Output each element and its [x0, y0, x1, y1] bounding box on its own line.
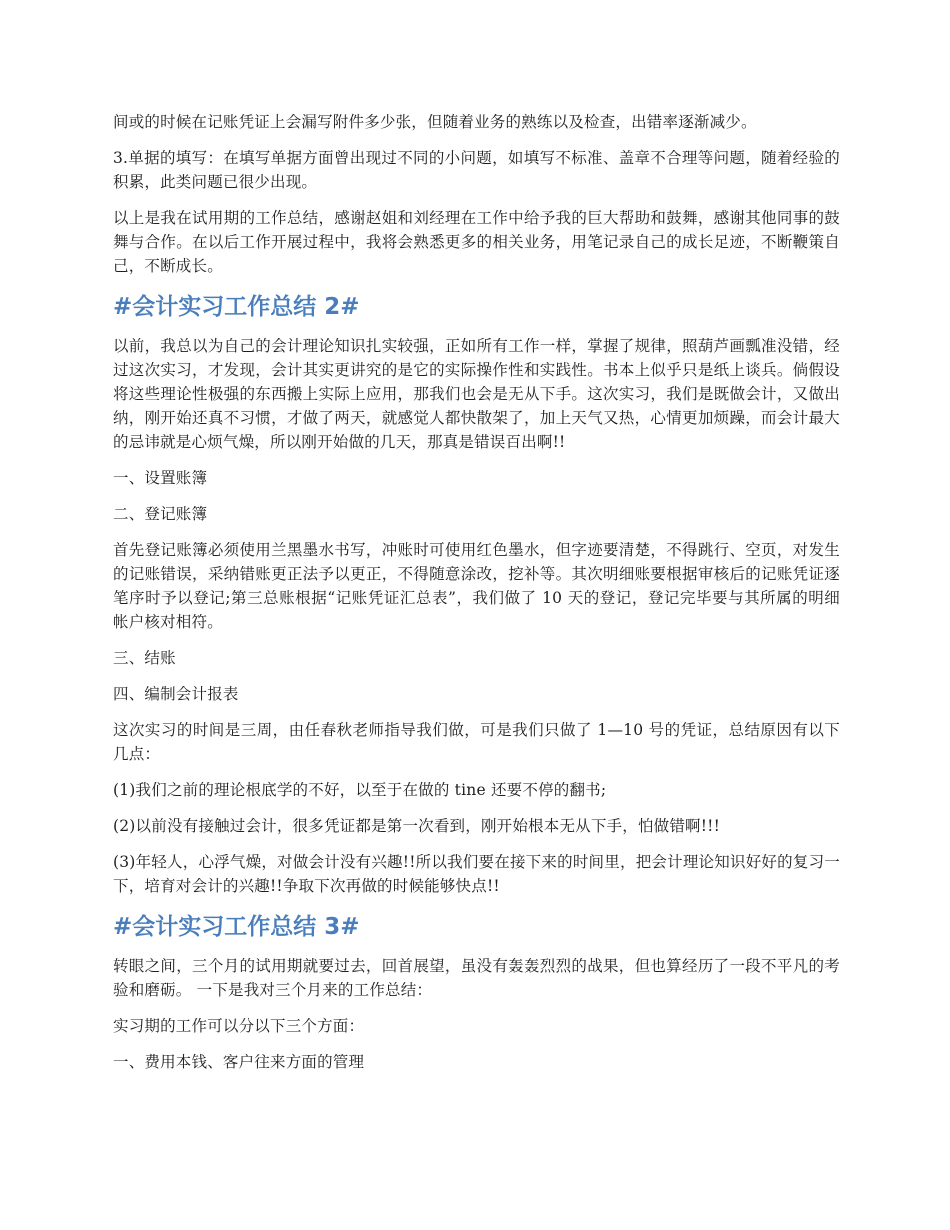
list-item: 三、结账: [113, 649, 176, 667]
list-item: (2)以前没有接触过会计，很多凭证都是第一次看到，刚开始根本无从下手，怕做错啊!!!: [113, 817, 721, 835]
section-heading: #会计实习工作总结 3#: [113, 914, 360, 940]
list-item: (3)年轻人，心浮气燥，对做会计没有兴趣!!所以我们要在接下来的时间里，把会计理论知识好好的复习一下，培育对会计的兴趣!!争取下次再做的时候能够快点!!: [113, 853, 840, 895]
list-item: 一、设置账簿: [113, 469, 208, 487]
paragraph: 转眼之间，三个月的试用期就要过去，回首展望，虽没有轰轰烈烈的战果，但也算经历了一段不平凡的考验和磨砺。 一下是我对三个月来的工作总结：: [113, 957, 840, 999]
paragraph: 这次实习的时间是三周，由任春秋老师指导我们做，可是我们只做了 1—10 号的凭证，总结原因有以下几点：: [113, 721, 840, 763]
paragraph: 首先登记账簿必须使用兰黑墨水书写，冲账时可使用红色墨水，但字迹要清楚，不得跳行、空页，对发生的记账错误，采纳错账更正法予以更正，不得随意涂改，挖补等。其次明细账要根据审核后的记账凭证逐笔序时予以登记;第三总账根据“记账凭证汇总表”，我们做了 10 天的登记，登记完毕要与其所属的明细帐户核对相符。: [113, 541, 840, 631]
paragraph: 3.单据的填写：在填写单据方面曾出现过不同的小问题，如填写不标准、盖章不合理等问题，随着经验的积累，此类问题已很少出现。: [113, 149, 840, 191]
list-item: 四、编制会计报表: [113, 685, 239, 703]
list-item: (1)我们之前的理论根底学的不好，以至于在做的 tine 还要不停的翻书;: [113, 781, 607, 799]
list-item: 二、登记账簿: [113, 505, 208, 523]
section-heading: #会计实习工作总结 2#: [113, 294, 360, 320]
paragraph: 间或的时候在记账凭证上会漏写附件多少张，但随着业务的熟练以及检查，出错率逐渐减少。: [113, 113, 757, 131]
paragraph: 实习期的工作可以分以下三个方面：: [113, 1017, 365, 1035]
document-body: [113, 110, 840, 1086]
paragraph: 以上是我在试用期的工作总结，感谢赵姐和刘经理在工作中给予我的巨大帮助和鼓舞，感谢其他同事的鼓舞与合作。在以后工作开展过程中，我将会熟悉更多的相关业务，用笔记录自己的成长足迹，不断鞭策自己，不断成长。: [113, 209, 840, 275]
list-item: 一、费用本钱、客户往来方面的管理: [113, 1053, 365, 1071]
paragraph: 以前，我总以为自己的会计理论知识扎实较强，正如所有工作一样，掌握了规律，照葫芦画瓢准没错，经过这次实习，才发现，会计其实更讲究的是它的实际操作性和实践性。书本上似乎只是纸上谈兵。倘假设将这些理论性极强的东西搬上实际上应用，那我们也会是无从下手。这次实习，我们是既做会计，又做出纳，刚开始还真不习惯，才做了两天，就感觉人都快散架了，加上天气又热，心情更加烦躁，而会计最大的忌讳就是心烦气燥，所以刚开始做的几天，那真是错误百出啊!!: [113, 337, 840, 451]
